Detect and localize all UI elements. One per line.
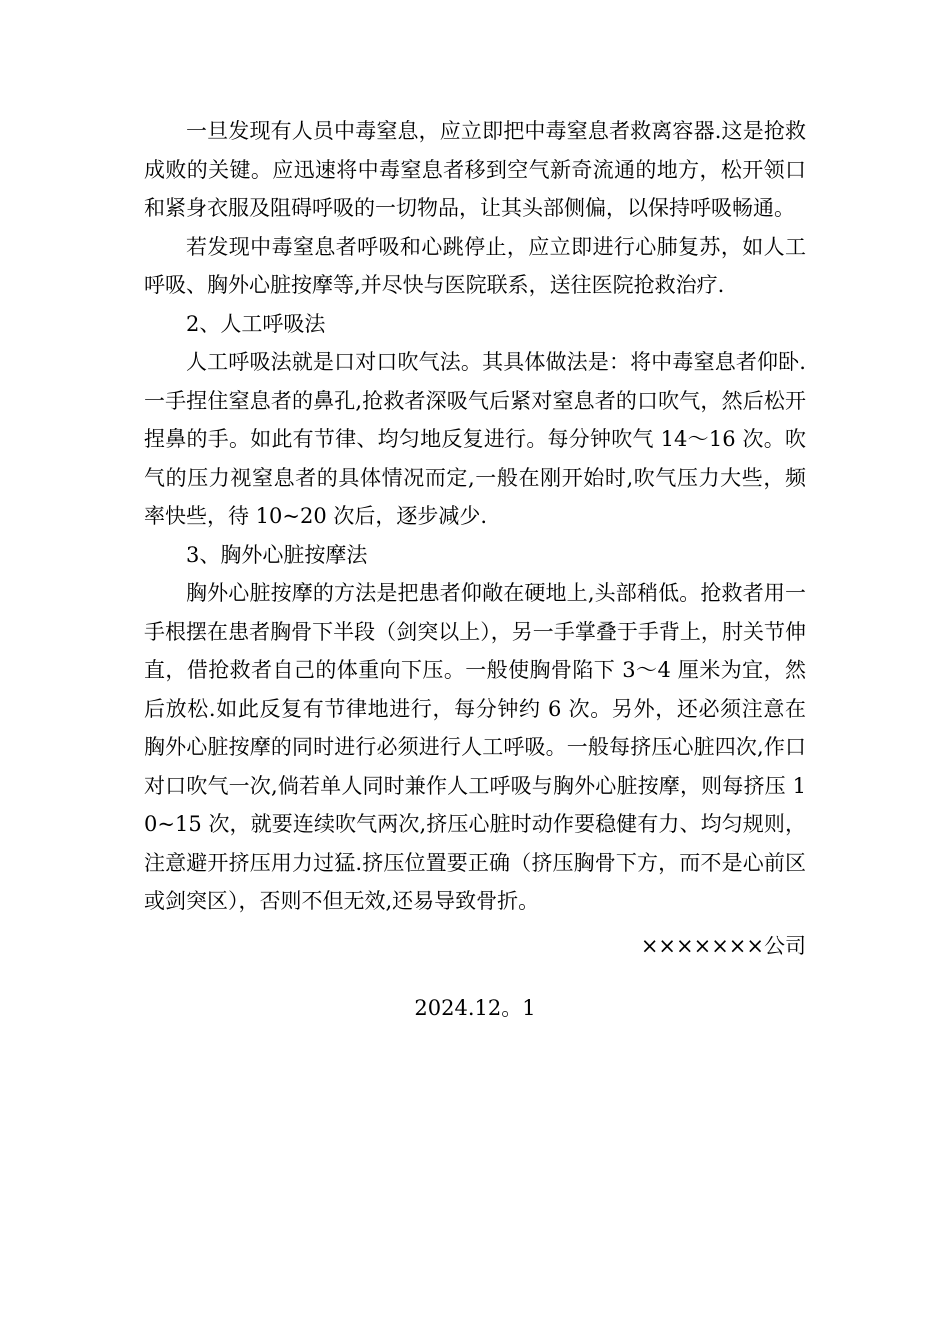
- paragraph-chest-compression: 胸外心脏按摩的方法是把患者仰敞在硬地上,头部稍低。抢救者用一手根摆在患者胸骨下半段（剑突以上），另一手掌叠于手背上，肘关节伸直，借抢救者自己的体重向下压。一般使胸骨陷下 3～4 厘米为宜，然后放松.如此反复有节律地进行，每分钟约 6 次。另外，还必须注意在胸外心脏按摩的同时进行必须进行人工呼吸。一般每挤压心脏四次,作口对口吹气一次,倘若单人同时兼作人工呼吸与胸外心脏按摩，则每挤压 10~15 次，就要连续吹气两次,挤压心脏时动作要稳健有力、均匀规则，注意避开挤压用力过猛.挤压位置要正确（挤压胸骨下方，而不是心前区或剑突区），否则不但无效,还易导致骨折。: [144, 581, 806, 913]
- document-date: 2024.12。1: [414, 996, 536, 1020]
- paragraph-rescue-removal: 一旦发现有人员中毒窒息，应立即把中毒窒息者救离容器.这是抢救成败的关键。应迅速将中毒窒息者移到空气新奇流通的地方，松开领口和紧身衣服及阻碍呼吸的一切物品，让其头部侧偏，以保持呼吸畅通。: [144, 119, 806, 220]
- document-page: [144, 112, 806, 1028]
- heading-artificial-respiration: 2、人工呼吸法: [186, 311, 326, 336]
- paragraph-cpr: 若发现中毒窒息者呼吸和心跳停止，应立即进行心肺复苏，如人工呼吸、胸外心脏按摩等,并尽快与医院联系，送往医院抢救治疗.: [144, 234, 806, 297]
- paragraph-artificial-respiration: 人工呼吸法就是口对口吹气法。其具体做法是：将中毒窒息者仰卧.一手捏住窒息者的鼻孔,抢救者深吸气后紧对窒息者的口吹气，然后松开捏鼻的手。如此有节律、均匀地反复进行。每分钟吹气 14～16 次。吹气的压力视窒息者的具体情况而定,一般在刚开始时,吹气压力大些，频率快些，待 10~20 次后，逐步减少.: [144, 350, 806, 528]
- heading-chest-compression: 3、胸外心脏按摩法: [186, 542, 368, 567]
- company-signature: ×××××××公司: [640, 933, 806, 958]
